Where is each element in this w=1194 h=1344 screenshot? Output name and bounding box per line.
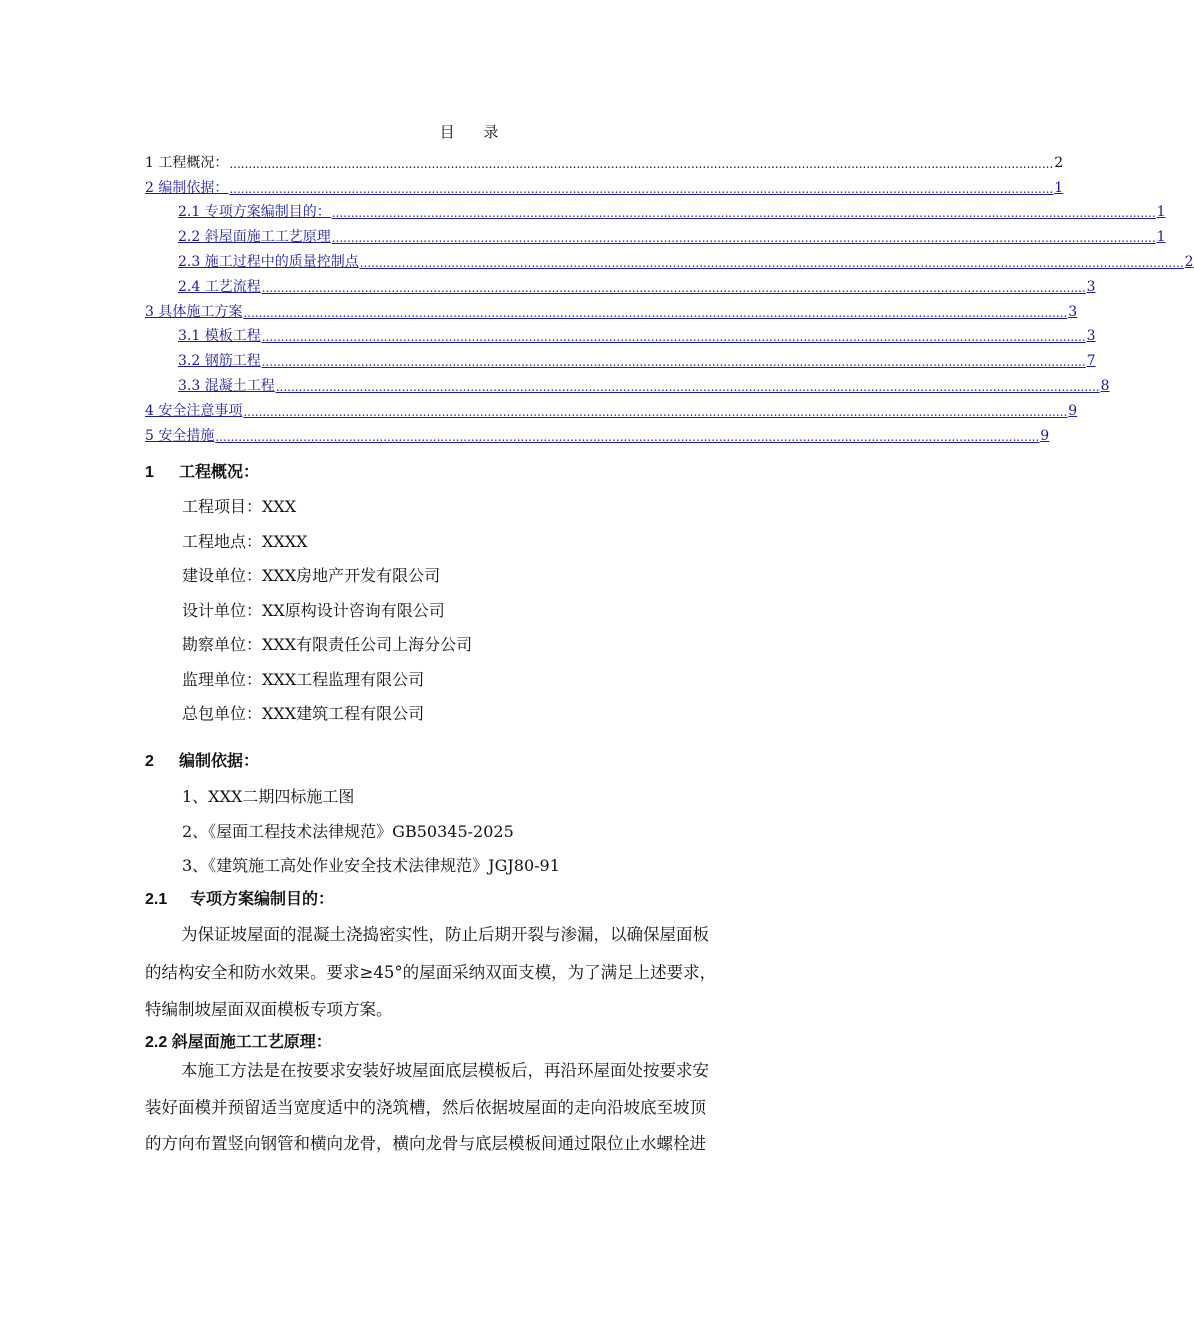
toc-title: 目 录 xyxy=(439,123,511,141)
toc-entry[interactable]: 5 安全措施 ........................................................................................................................................................................................................................ 9 xyxy=(145,427,1050,444)
toc-entry[interactable]: 2.4 工艺流程 ........................................................................................................................................................................................................................ 3 xyxy=(178,278,1096,295)
section-1-heading: 1 工程概况： xyxy=(145,464,260,481)
reference-item: 3、《建筑施工高处作业安全技术法律规范》JGJ80-91 xyxy=(182,856,560,875)
project-info-line: 工程项目：XXX xyxy=(182,497,297,516)
toc-entry[interactable]: 1 工程概况： ........................................................................................................................................................................................................................ 2 xyxy=(145,154,1064,171)
section-2-1-heading: 2.1 专项方案编制目的： xyxy=(145,891,335,908)
project-info-line: 建设单位：XXX房地产开发有限公司 xyxy=(182,566,441,585)
toc-entry[interactable]: 3 具体施工方案 ........................................................................................................................................................................................................................ 3 xyxy=(145,303,1078,320)
reference-item: 2、《屋面工程技术法律规范》GB50345-2025 xyxy=(182,822,514,841)
toc-entry[interactable]: 2.2 斜屋面施工工艺原理 ........................................................................................................................................................................................................................ 1 xyxy=(178,229,1166,246)
project-info-line: 监理单位：XXX工程监理有限公司 xyxy=(182,670,425,689)
table-of-contents xyxy=(145,146,1194,444)
project-info-line: 工程地点：XXXX xyxy=(182,532,308,551)
paragraph-line: 装好面模并预留适当宽度适中的浇筑槽，然后依据坡屋面的走向沿坡底至坡顶 xyxy=(145,1098,706,1117)
project-info-line: 设计单位：XX原构设计咨询有限公司 xyxy=(182,601,445,620)
paragraph-line: 的方向布置竖向钢管和横向龙骨，横向龙骨与底层模板间通过限位止水螺栓进 xyxy=(145,1134,706,1153)
toc-entry[interactable]: 4 安全注意事项 ........................................................................................................................................................................................................................ 9 xyxy=(145,402,1078,419)
paragraph-line: 本施工方法是在按要求安装好坡屋面底层模板后，再沿环屋面处按要求安 xyxy=(181,1061,709,1080)
paragraph-line: 为保证坡屋面的混凝土浇捣密实性，防止后期开裂与渗漏，以确保屋面板 xyxy=(181,925,709,944)
toc-entry[interactable]: 2 编制依据： ........................................................................................................................................................................................................................ 1 xyxy=(145,179,1064,196)
paragraph-line: 特编制坡屋面双面模板专项方案。 xyxy=(145,1000,393,1019)
toc-entry[interactable]: 2.1 专项方案编制目的： ........................................................................................................................................................................................................................ 1 xyxy=(178,204,1166,221)
paragraph-line: 的结构安全和防水效果。要求≥45°的屋面采纳双面支模，为了满足上述要求， xyxy=(145,963,717,982)
project-info-line: 勘察单位：XXX有限责任公司上海分公司 xyxy=(182,635,473,654)
reference-item: 1、XXX二期四标施工图 xyxy=(182,787,355,806)
toc-entry[interactable]: 3.1 模板工程 ........................................................................................................................................................................................................................ 3 xyxy=(178,328,1096,345)
toc-entry[interactable]: 3.3 混凝土工程 ........................................................................................................................................................................................................................ 8 xyxy=(178,377,1110,394)
toc-entry[interactable]: 2.3 施工过程中的质量控制点 ........................................................................................................................................................................................................................ 2 xyxy=(178,253,1194,270)
section-2-2-heading: 2.2 斜屋面施工工艺原理： xyxy=(145,1034,332,1051)
section-2-heading: 2 编制依据： xyxy=(145,753,260,770)
toc-entry[interactable]: 3.2 钢筋工程 ........................................................................................................................................................................................................................ 7 xyxy=(178,353,1096,370)
project-info-line: 总包单位：XXX建筑工程有限公司 xyxy=(182,704,425,723)
